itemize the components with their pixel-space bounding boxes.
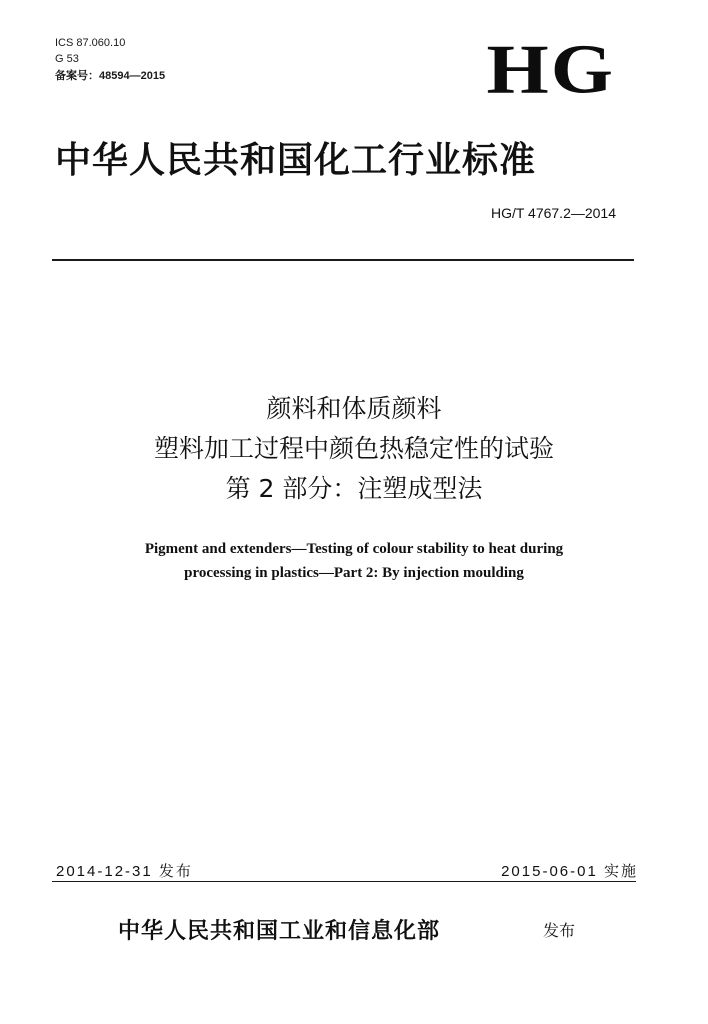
- ics-code: ICS 87.060.10: [55, 37, 126, 49]
- issuing-authority: 中华人民共和国工业和信息化部: [118, 918, 441, 944]
- title-en-line1: Pigment and extenders—Testing of colour stability to heat during: [144, 541, 564, 557]
- filing-number: 备案号：48594—2015: [55, 70, 166, 82]
- issuer-action: 发布: [543, 921, 576, 940]
- ccs-code: G 53: [55, 53, 79, 65]
- title-en-line2: processing in plastics—Part 2: By injection moulding: [184, 565, 524, 581]
- issue-date: 2014-12-31 发布: [56, 863, 193, 880]
- standard-category-title: 中华人民共和国化工行业标准: [55, 139, 537, 181]
- footer-divider: [52, 881, 636, 882]
- standard-number: HG/T 4767.2—2014: [490, 205, 616, 221]
- title-cn-line1: 颜料和体质颜料: [266, 394, 442, 423]
- title-cn-line2: 塑料加工过程中颜色热稳定性的试验: [153, 434, 554, 463]
- implementation-date: 2015-06-01 实施: [501, 863, 638, 880]
- title-cn-line3: 第 2 部分：注塑成型法: [225, 474, 483, 503]
- header-divider: [52, 259, 634, 261]
- standard-mark: HG: [486, 30, 615, 109]
